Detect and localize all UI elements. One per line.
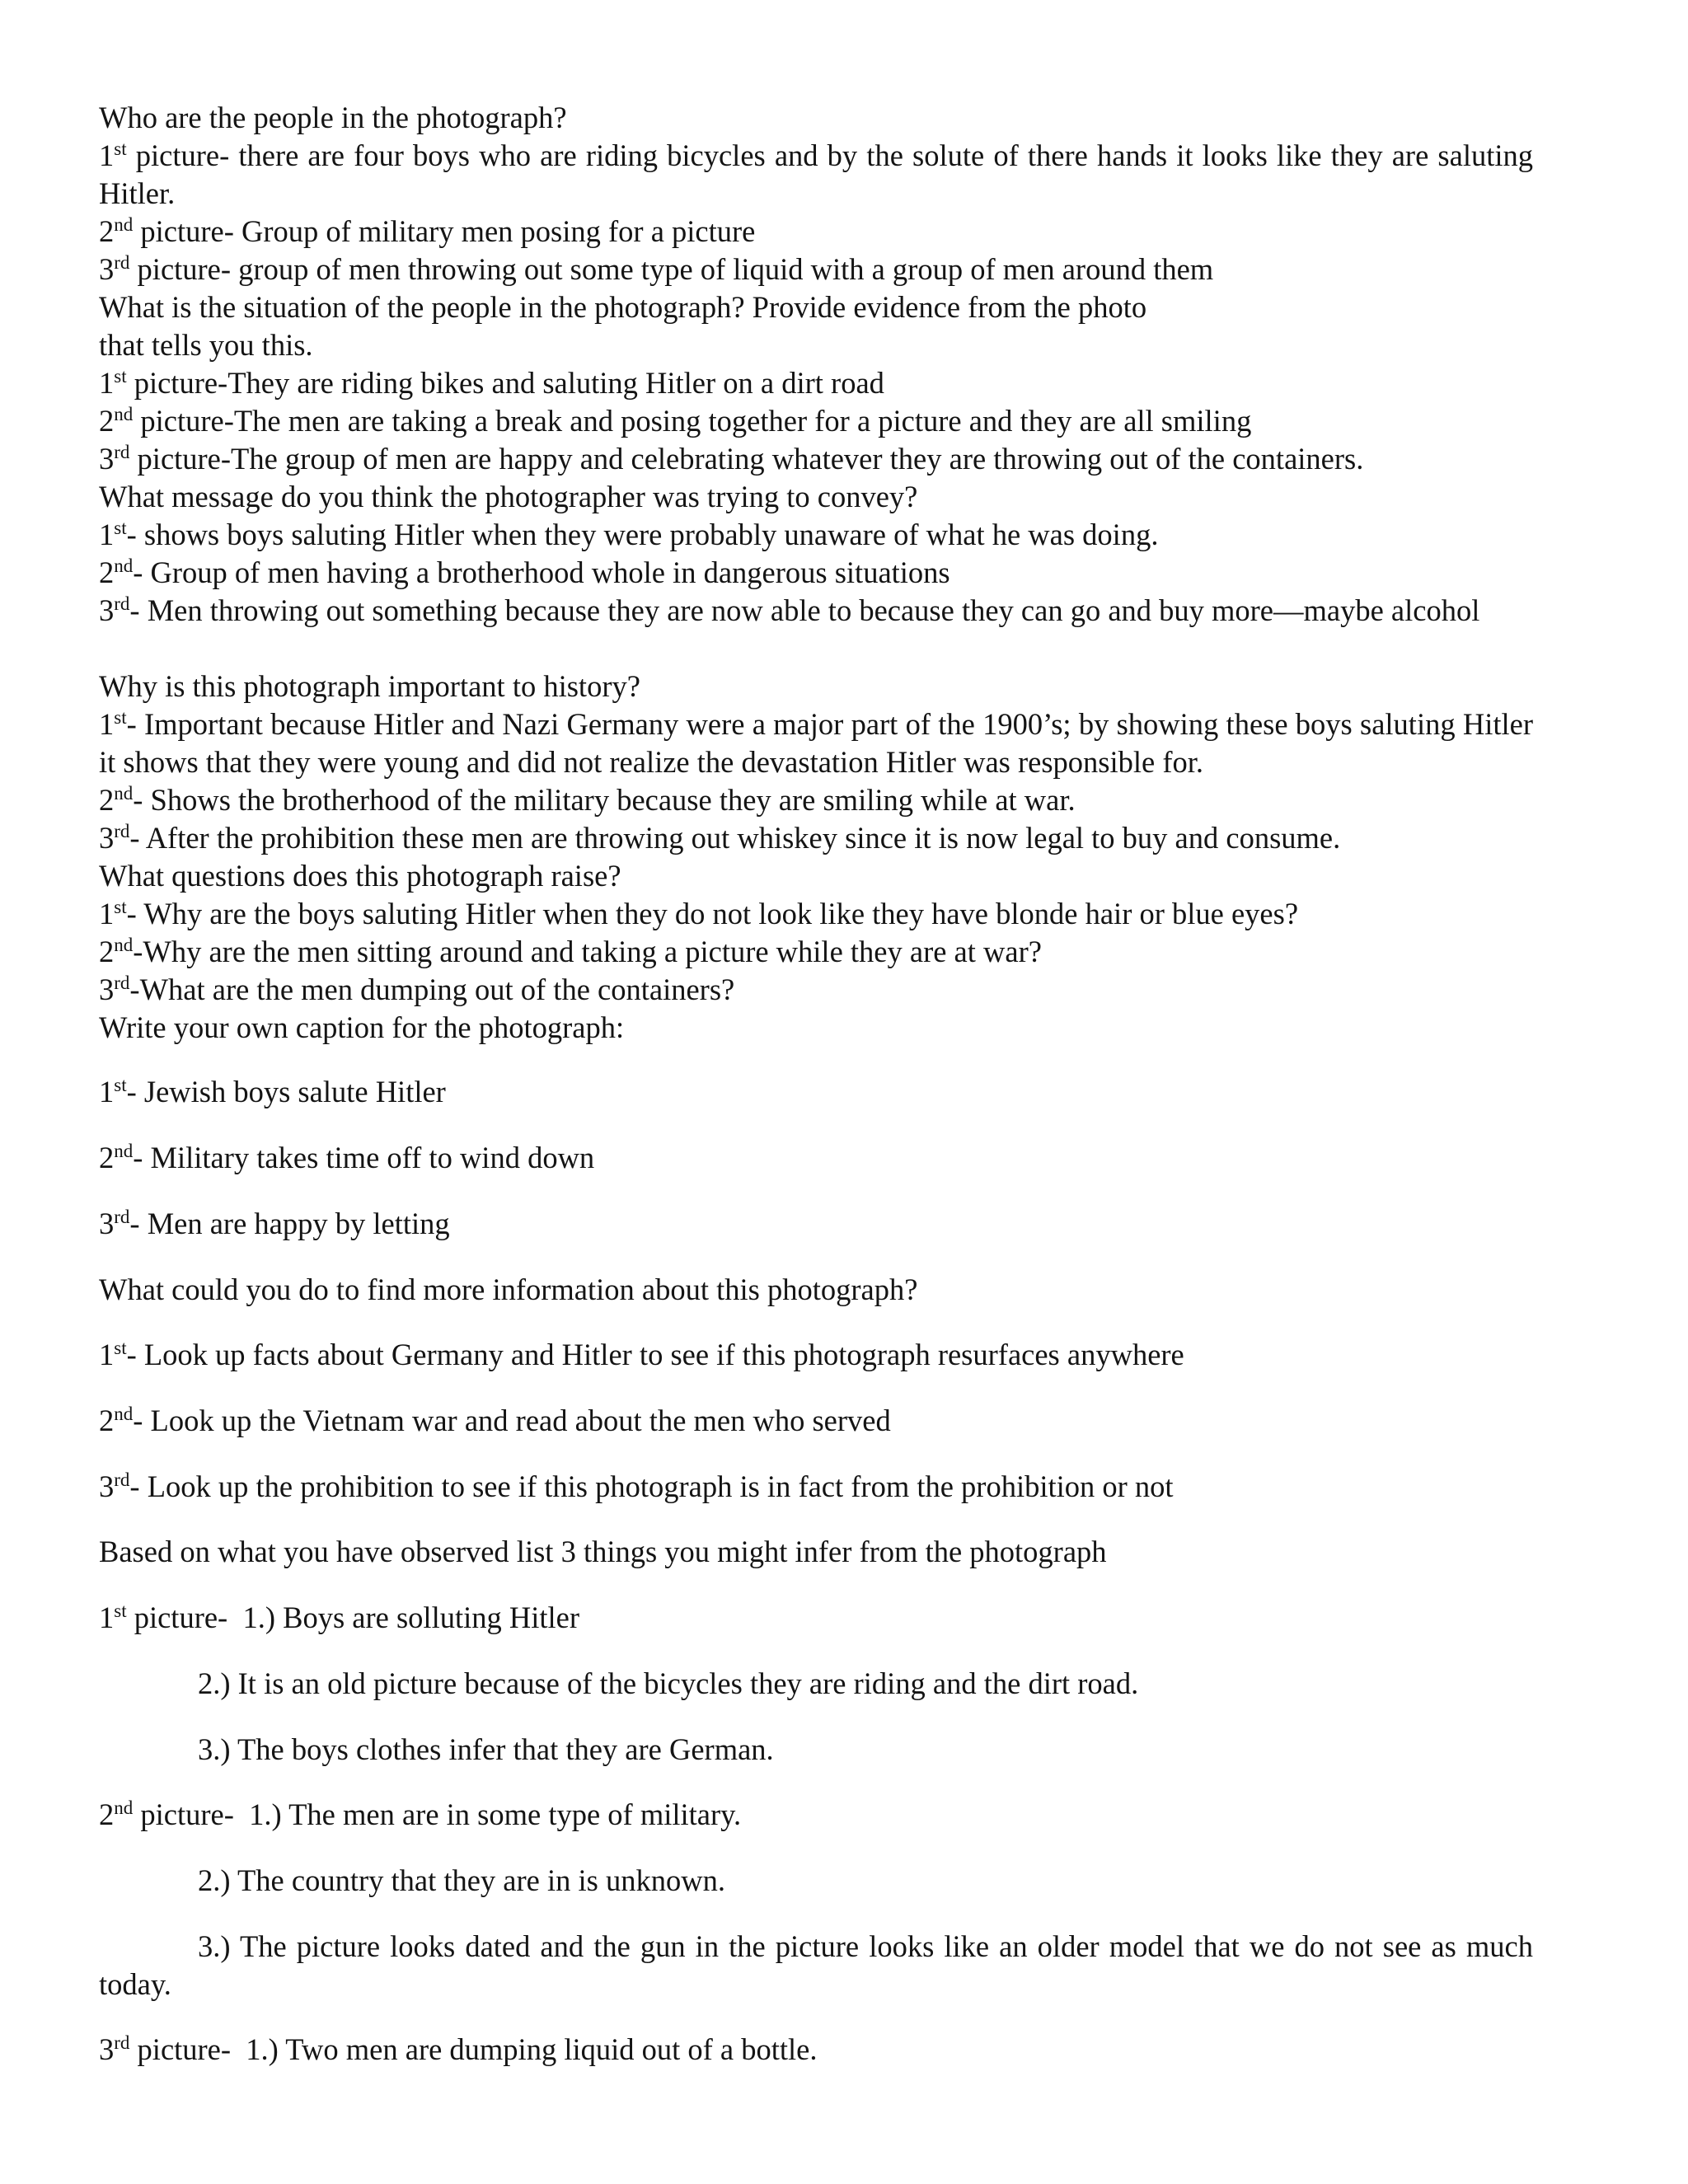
q5-answer-2: 2nd-Why are the men sitting around and taking a picture while they are at war? xyxy=(99,935,1042,968)
q5-answer-3: 3rd-What are the men dumping out of the containers? xyxy=(99,972,735,1006)
question-5: What questions does this photograph raise? xyxy=(99,859,621,893)
question-3: What message do you think the photographer was trying to convey? xyxy=(99,480,918,513)
q1-answer-3: 3rd picture- group of men throwing out some type of liquid with a group of men around them xyxy=(99,252,1214,286)
q8-picture-1-item-3: 3.) The boys clothes infer that they are German. xyxy=(198,1732,774,1766)
question-2-line-1: What is the situation of the people in the photograph? Provide evidence from the photo xyxy=(99,290,1147,324)
q4-answer-1: 1st- Important because Hitler and Nazi Germany were a major part of the 1900’s; by showing these boys saluting Hitler it shows that they were young and did not realize the devastation Hitler was responsible for. xyxy=(99,707,1533,779)
q2-answer-1: 1st picture-They are riding bikes and saluting Hitler on a dirt road xyxy=(99,366,884,400)
question-1: Who are the people in the photograph? xyxy=(99,101,567,134)
q1-answer-2: 2nd picture- Group of military men posing for a picture xyxy=(99,214,756,248)
question-7: What could you do to find more information about this photograph? xyxy=(99,1272,918,1306)
q3-answer-3: 3rd- Men throwing out something because they are now able to because they can go and buy more—maybe alcohol xyxy=(99,593,1480,627)
q8-picture-2-item-3: 3.) The picture looks dated and the gun in the picture looks like an older model that we do not see as much today. xyxy=(99,1929,1533,2001)
q8-picture-3-item-1: 3rd picture- 1.) Two men are dumping liquid out of a bottle. xyxy=(99,2032,818,2066)
q8-picture-2-item-2: 2.) The country that they are in is unknown. xyxy=(198,1863,725,1897)
q6-answer-2: 2nd- Military takes time off to wind down xyxy=(99,1141,595,1174)
question-8: Based on what you have observed list 3 things you might infer from the photograph xyxy=(99,1535,1107,1568)
q3-answer-1: 1st- shows boys saluting Hitler when they were probably unaware of what he was doing. xyxy=(99,518,1159,551)
q8-picture-2-item-1: 2nd picture- 1.) The men are in some type of military. xyxy=(99,1797,742,1831)
q4-answer-3: 3rd- After the prohibition these men are throwing out whiskey since it is now legal to buy and consume. xyxy=(99,821,1341,855)
question-2-line-2: that tells you this. xyxy=(99,328,313,362)
q8-picture-1-item-1: 1st picture- 1.) Boys are solluting Hitler xyxy=(99,1601,580,1634)
q6-answer-3: 3rd- Men are happy by letting xyxy=(99,1207,450,1240)
q7-answer-2: 2nd- Look up the Vietnam war and read about the men who served xyxy=(99,1404,891,1437)
q7-answer-1: 1st- Look up facts about Germany and Hitler to see if this photograph resurfaces anywhere xyxy=(99,1338,1184,1371)
q6-answer-1: 1st- Jewish boys salute Hitler xyxy=(99,1075,446,1108)
question-4: Why is this photograph important to history? xyxy=(99,669,640,703)
q4-answer-2: 2nd- Shows the brotherhood of the military because they are smiling while at war. xyxy=(99,783,1076,817)
q5-answer-1: 1st- Why are the boys saluting Hitler when they do not look like they have blonde hair or blue eyes? xyxy=(99,897,1299,930)
q2-answer-2: 2nd picture-The men are taking a break and posing together for a picture and they are all smiling xyxy=(99,404,1252,438)
q8-picture-1-item-2: 2.) It is an old picture because of the bicycles they are riding and the dirt road. xyxy=(198,1666,1139,1700)
q3-answer-2: 2nd- Group of men having a brotherhood whole in dangerous situations xyxy=(99,555,950,589)
q1-answer-1: 1st picture- there are four boys who are riding bicycles and by the solute of there hands it looks like they are saluting Hitler. xyxy=(99,138,1533,210)
q2-answer-3: 3rd picture-The group of men are happy and celebrating whatever they are throwing out of the containers. xyxy=(99,442,1364,476)
question-6: Write your own caption for the photograph: xyxy=(99,1010,625,1044)
q7-answer-3: 3rd- Look up the prohibition to see if this photograph is in fact from the prohibition or not xyxy=(99,1469,1174,1503)
